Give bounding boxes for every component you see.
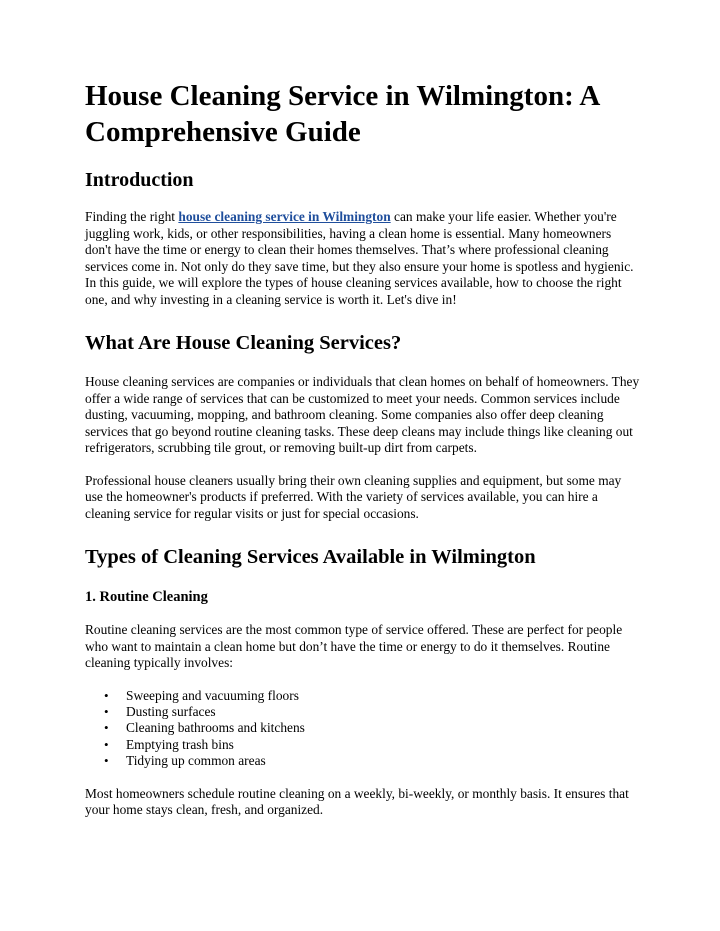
routine-subheading: 1. Routine Cleaning xyxy=(85,589,208,605)
types-heading: Types of Cleaning Services Available in Wilmington xyxy=(85,546,536,568)
routine-list xyxy=(85,688,640,770)
service-link[interactable]: house cleaning service in Wilmington xyxy=(178,209,391,224)
list-item: • Tidying up common areas xyxy=(126,753,640,769)
routine-paragraph: Routine cleaning services are the most common type of service offered. These are perfect for people who want to maintain a clean home but don’t have the time or energy to do it themselves. Routine cleaning typically involves: xyxy=(85,622,623,670)
list-item: • Dusting surfaces xyxy=(126,704,640,720)
list-item: • Emptying trash bins xyxy=(126,737,640,753)
what-paragraph-1: House cleaning services are companies or individuals that clean homes on behalf of homeowners. They offer a wide range of services that can be customized to meet your needs. Common services include dusting, vacuuming, mopping, and bathroom cleaning. Some companies also offer deep cleaning services that go beyond routine cleaning tasks. These deep cleans may include things like cleaning out refrigerators, scrubbing tile grout, or removing built-up dirt from carpets. xyxy=(85,374,640,455)
list-item: • Cleaning bathrooms and kitchens xyxy=(126,720,640,736)
page-title: House Cleaning Service in Wilmington: A Comprehensive Guide xyxy=(85,80,599,148)
routine-schedule-paragraph: Most homeowners schedule routine cleaning on a weekly, bi-weekly, or monthly basis. It ensures that your home stays clean, fresh, and organized. xyxy=(85,785,629,818)
intro-heading: Introduction xyxy=(85,169,194,191)
list-item: • Sweeping and vacuuming floors xyxy=(126,688,640,704)
intro-paragraph xyxy=(85,209,640,308)
what-heading: What Are House Cleaning Services? xyxy=(85,332,402,354)
intro-text-after: can make your life easier. Whether you're juggling work, kids, or other responsibilities, having a clean home is essential. Many homeowners don't have the time or energy to clean their homes themselves. That’s where professional cleaning services come in. Not only do they save time, but they also ensure your home is spotless and hygienic. In this guide, we will explore the types of house cleaning services available, how to choose the right one, and why investing in a cleaning service is worth it. Let's dive in! xyxy=(85,209,634,307)
what-paragraph-2: Professional house cleaners usually bring their own cleaning supplies and equipment, but some may use the homeowner's products if preferred. With the variety of services available, you can hire a cleaning service for regular visits or just for special occasions. xyxy=(85,472,622,521)
intro-text-before: Finding the right xyxy=(85,209,179,224)
